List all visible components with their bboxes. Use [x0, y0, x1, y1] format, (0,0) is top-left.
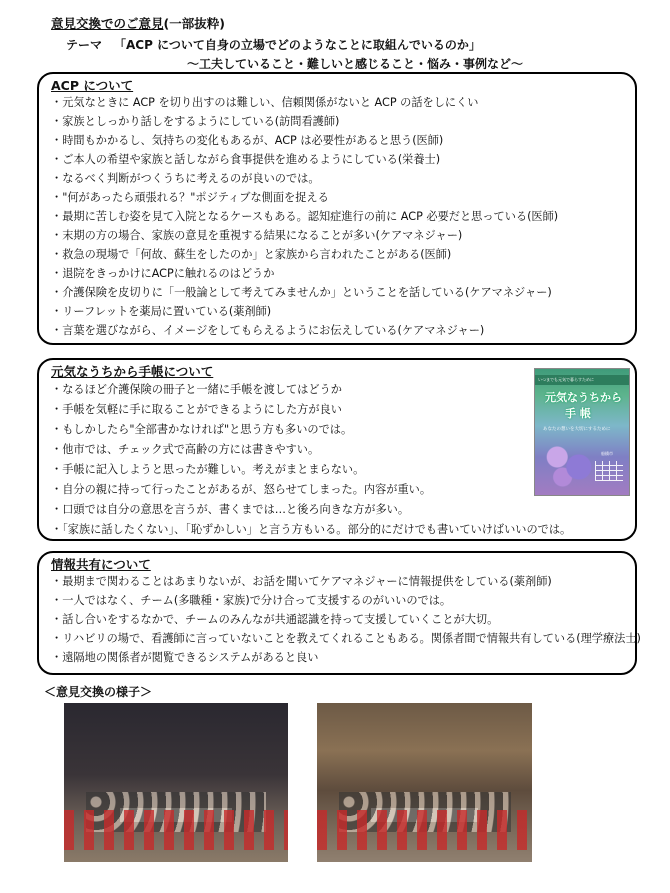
hydrangea-illustration	[541, 437, 595, 487]
booklet-title-line2: 手 帳	[565, 407, 591, 420]
booklet-title-line1: 元気なうちから	[545, 391, 622, 404]
section-info-sharing	[37, 551, 641, 675]
list-item: ・なるほど介護保険の冊子と一緒に手帳を渡してはどうか	[51, 383, 342, 396]
booklet-band	[535, 375, 629, 385]
list-item: ・リーフレットを薬局に置いている(薬剤師)	[51, 305, 272, 318]
booklet-grid-box	[595, 461, 623, 481]
booklet-band-text: いつまでも元気で暮らすために	[538, 377, 594, 382]
list-item: ・末期の方の場合、家族の意見を重視する結果になることが多い(ケアマネジャー)	[51, 229, 463, 242]
section-title: 情報共有について	[51, 557, 151, 572]
list-item: ・他市では、チェック式で高齢の方には書きやすい。	[51, 443, 320, 456]
list-item: ・最期まで関わることはあまりないが、お話を聞いてケアマネジャーに情報提供をしている(薬剤師)	[51, 575, 552, 588]
header-title-main: 意見交換でのご意見	[51, 16, 164, 31]
list-item: ・退院をきっかけにACPに触れるのはどうか	[51, 267, 275, 280]
header-theme	[66, 36, 481, 53]
list-item: ・元気なときに ACP を切り出すのは難しい、信頼関係がないと ACP の話をしにくい	[51, 96, 479, 109]
list-item: ・口頭では自分の意思を言うが、書くまでは…と後ろ向きな方が多い。	[51, 503, 410, 516]
photo-chairs	[64, 810, 288, 850]
theme-text: 「ACP について自身の立場でどのようなことに取組んでいるのか」	[114, 38, 481, 52]
meeting-photo-left	[64, 703, 288, 862]
list-item: ・時間もかかるし、気持ちの変化もあるが、ACP は必要性があると思う(医師)	[51, 134, 444, 147]
list-item: ・話し合いをするなかで、チームのみんなが共通認識を持って支援していくことが大切。	[51, 613, 499, 626]
booklet-small-label: 船橋市	[601, 451, 613, 456]
list-item: ・手帳を気軽に手に取ることができるようにした方が良い	[51, 403, 342, 416]
list-item: ・"何があったら頑張れる？"ポジティブな側面を捉える	[51, 191, 329, 204]
booklet-subtitle: あなたの想いを大切にするために	[543, 427, 611, 432]
section-title: ACP について	[51, 78, 134, 93]
booklet-cover-image	[534, 368, 630, 496]
section-acp	[37, 72, 637, 345]
theme-label: テーマ	[66, 38, 103, 52]
list-item: ・家族としっかり話しをするようにしている(訪問看護師)	[51, 115, 340, 128]
list-item: ・自分の親に持って行ったことがあるが、怒らせてしまった。内容が重い。	[51, 483, 432, 496]
list-item: ・ご本人の希望や家族と話しながら食事提供を進めるようにしている(栄養士)	[51, 153, 441, 166]
photos-caption: ＜意見交換の様子＞	[44, 685, 153, 699]
photo-chairs	[317, 810, 532, 850]
list-item: ・言葉を選びながら、イメージをしてもらえるようにお伝えしている(ケアマネジャー)	[51, 324, 485, 337]
meeting-photo-right	[317, 703, 532, 862]
section-booklet	[37, 358, 637, 541]
header-title	[51, 14, 225, 32]
list-item: ・遠隔地の関係者が閲覧できるシステムがあると良い	[51, 651, 319, 664]
theme-subtitle: ～工夫していること・難しいと感じること・悩み・事例など～	[187, 57, 524, 71]
list-item: ・救急の現場で「何故、蘇生をしたのか」と家族から言われたことがある(医師)	[51, 248, 452, 261]
list-item: ・最期に苦しむ姿を見て入院となるケースもある。認知症進行の前に ACP 必要だと思っている(医師)	[51, 210, 559, 223]
list-item: ・なるべく判断がつくうちに考えるのが良いのでは。	[51, 172, 320, 185]
header-title-suffix: (一部抜粋)	[163, 16, 225, 31]
list-item: ・一人ではなく、チーム(多職種・家族)で分け合って支援するのがいいのでは。	[51, 594, 452, 607]
list-item: ・もしかしたら"全部書かなければ"と思う方も多いのでは。	[51, 423, 353, 436]
list-item: ・介護保険を皮切りに「一般論として考えてみませんか」ということを話している(ケアマネジャー)	[51, 286, 552, 299]
list-item: ・「家族に話したくない」、「恥ずかしい」と言う方もいる。部分的にだけでも書いていけばいいのでは。	[51, 523, 572, 536]
list-item: ・リハビリの場で、看護師に言っていないことを教えてくれることもある。関係者間で情報共有している(理学療法士)	[51, 632, 641, 645]
list-item: ・手帳に記入しようと思ったが難しい。考えがまとまらない。	[51, 463, 365, 476]
section-title: 元気なうちから手帳について	[51, 364, 214, 379]
